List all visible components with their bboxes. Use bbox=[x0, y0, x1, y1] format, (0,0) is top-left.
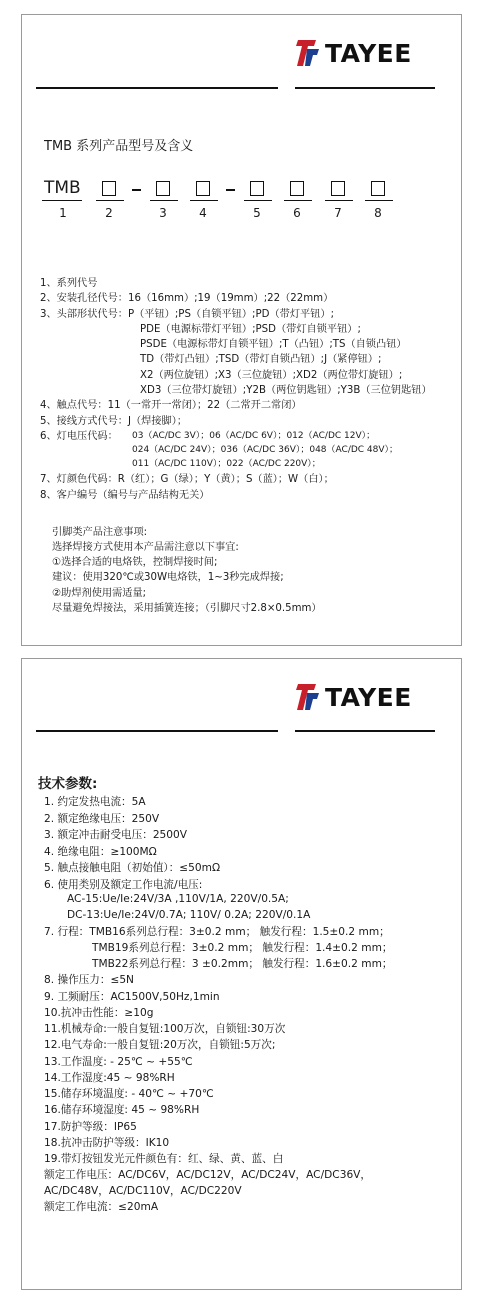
code-underline bbox=[284, 200, 312, 201]
spec-line: 1. 约定发热电流：5A bbox=[44, 796, 146, 808]
note-line: 引脚类产品注意事项: bbox=[52, 527, 148, 538]
code-number: 2 bbox=[105, 206, 113, 220]
spec-line: 16.储存环境湿度: 45 ~ 98%RH bbox=[44, 1104, 200, 1116]
definition-line: PDE（电源标带灯平钮）;PSD（带灯自锁平钮）; bbox=[140, 324, 361, 335]
code-slot-2 bbox=[102, 181, 116, 196]
code-underline bbox=[365, 200, 393, 201]
spec-line: 15.储存环境温度: - 40℃ ~ +70℃ bbox=[44, 1088, 214, 1100]
code-underline bbox=[42, 200, 82, 201]
definition-line: X2（两位旋钮）;X3（三位旋钮）;XD2（两位带灯旋钮）; bbox=[140, 370, 403, 381]
definition-line: 3、头部形状代号：P（平钮）;PS（自锁平钮）;PD（带灯平钮）; bbox=[40, 309, 335, 320]
code-dash bbox=[132, 189, 141, 191]
code-underline bbox=[325, 200, 353, 201]
spec-line: 额定工作电流：≤20mA bbox=[44, 1201, 159, 1213]
code-number: 3 bbox=[159, 206, 167, 220]
code-underline bbox=[96, 200, 124, 201]
spec-line: TMB22系列总行程：3 ±0.2mm； 触发行程：1.6±0.2 mm； bbox=[92, 958, 393, 970]
brand-logo bbox=[294, 37, 412, 69]
definition-line: 5、接线方式代号：J（焊接脚）； bbox=[40, 416, 188, 427]
header-rule-left bbox=[36, 730, 278, 732]
code-slot-4 bbox=[196, 181, 210, 196]
definition-line: XD3（三位带灯旋钮）;Y2B（两位钥匙钮）;Y3B（三位钥匙钮） bbox=[140, 385, 432, 396]
spec-line: 10.抗冲击性能：≥10g bbox=[44, 1007, 154, 1019]
note-line: 尽量避免焊接法，采用插簧连接；（引脚尺寸2.8×0.5mm） bbox=[52, 603, 322, 614]
spec-line: DC-13:Ue/Ie:24V/0.7A; 110V/ 0.2A; 220V/0.1A bbox=[67, 909, 311, 921]
spec-line: 6. 使用类别及额定工作电流/电压: bbox=[44, 879, 203, 891]
code-number: 4 bbox=[199, 206, 207, 220]
spec-line: 19.带灯按钮发光元件颜色有：红、绿、黄、蓝、白 bbox=[44, 1153, 284, 1165]
code-number: 6 bbox=[293, 206, 301, 220]
code-dash bbox=[226, 189, 235, 191]
definition-line: 7、灯颜色代码：R（红）；G（绿）；Y（黄）；S（蓝）；W（白）； bbox=[40, 474, 334, 485]
definition-line: PSDE（电源标带灯自锁平钮）;T（凸钮）;TS（自锁凸钮） bbox=[140, 339, 407, 350]
tayee-logo-icon bbox=[294, 681, 320, 713]
code-slot-5 bbox=[250, 181, 264, 196]
spec-line: 11.机械寿命:一般自复钮:100万次，自锁钮:30万次 bbox=[44, 1023, 286, 1035]
code-underline bbox=[190, 200, 218, 201]
code-slot-3 bbox=[156, 181, 170, 196]
page-title: TMB 系列产品型号及含义 bbox=[44, 139, 194, 154]
note-line: 选择焊接方式使用本产品需注意以下事宜: bbox=[52, 542, 239, 553]
spec-line: 4. 绝缘电阻：≥100MΩ bbox=[44, 846, 157, 858]
tayee-logo-icon bbox=[294, 37, 320, 69]
definition-line: 2、安装孔径代号：16（16mm）;19（19mm）;22（22mm） bbox=[40, 293, 334, 304]
note-line: ①选择合适的电烙铁，控制焊接时间; bbox=[52, 557, 218, 568]
code-number: 5 bbox=[253, 206, 261, 220]
code-number: 8 bbox=[374, 206, 382, 220]
definition-line: 1、系列代号 bbox=[40, 278, 98, 289]
definition-line: 6、灯电压代码： bbox=[40, 431, 118, 442]
header-rule-left bbox=[36, 87, 278, 89]
spec-line: 7. 行程：TMB16系列总行程：3±0.2 mm； 触发行程：1.5±0.2 mm； bbox=[44, 926, 390, 938]
code-number: 7 bbox=[334, 206, 342, 220]
spec-line: 5. 触点接触电阻（初始值）：≤50mΩ bbox=[44, 862, 221, 874]
spec-line: AC/DC48V，AC/DC110V，AC/DC220V bbox=[44, 1185, 242, 1197]
spec-line: 14.工作湿度:45 ~ 98%RH bbox=[44, 1072, 175, 1084]
code-number: 1 bbox=[59, 206, 67, 220]
brand-name: TAYEE bbox=[325, 38, 412, 68]
spec-line: 9. 工频耐压：AC1500V,50Hz,1min bbox=[44, 991, 220, 1003]
code-slot-6 bbox=[290, 181, 304, 196]
brand-name: TAYEE bbox=[325, 682, 412, 712]
spec-line: 2. 额定绝缘电压：250V bbox=[44, 813, 160, 825]
header-rule-right bbox=[295, 730, 435, 732]
header-rule-right bbox=[295, 87, 435, 89]
spec-line: 17.防护等级：IP65 bbox=[44, 1121, 137, 1133]
spec-line: 13.工作温度: - 25℃ ~ +55℃ bbox=[44, 1056, 193, 1068]
definition-line: 8、客户编号（编号与产品结构无关） bbox=[40, 490, 210, 501]
spec-sheet-page-1 bbox=[21, 14, 462, 646]
definition-line: 011（AC/DC 110V）；022（AC/DC 220V）； bbox=[132, 459, 321, 469]
spec-line: 18.抗冲击防护等级：IK10 bbox=[44, 1137, 170, 1149]
note-line: 建议：使用320℃或30W电烙铁，1~3秒完成焊接; bbox=[52, 572, 284, 583]
specs-title: 技术参数: bbox=[38, 776, 98, 792]
definition-line: 4、触点代号：11（一常开一常闭）；22（二常开二常闭） bbox=[40, 400, 302, 411]
spec-line: 额定工作电压：AC/DC6V，AC/DC12V，AC/DC24V，AC/DC36V， bbox=[44, 1169, 372, 1181]
spec-line: 12.电气寿命:一般自复钮:20万次，自锁钮:5万次; bbox=[44, 1039, 276, 1051]
note-line: ②助焊剂使用需适量; bbox=[52, 588, 147, 599]
spec-line: 8. 操作压力：≤5N bbox=[44, 974, 134, 986]
spec-line: 3. 额定冲击耐受电压：2500V bbox=[44, 829, 188, 841]
spec-sheet-page-2 bbox=[21, 658, 462, 1290]
definition-line: TD（带灯凸钮）;TSD（带灯自锁凸钮）;J（紧停钮）; bbox=[140, 354, 382, 365]
code-slot-8 bbox=[371, 181, 385, 196]
spec-line: TMB19系列总行程：3±0.2 mm； 触发行程：1.4±0.2 mm； bbox=[92, 942, 393, 954]
brand-logo bbox=[294, 681, 412, 713]
code-underline bbox=[150, 200, 178, 201]
code-underline bbox=[244, 200, 272, 201]
definition-line: 03（AC/DC 3V）；06（AC/DC 6V）；012（AC/DC 12V）； bbox=[132, 431, 376, 441]
spec-line: AC-15:Ue/Ie:24V/3A ,110V/1A, 220V/0.5A; bbox=[67, 893, 289, 905]
definition-line: 024（AC/DC 24V）；036（AC/DC 36V）；048（AC/DC 48V）； bbox=[132, 445, 399, 455]
code-slot-7 bbox=[331, 181, 345, 196]
code-prefix: TMB bbox=[44, 178, 81, 198]
